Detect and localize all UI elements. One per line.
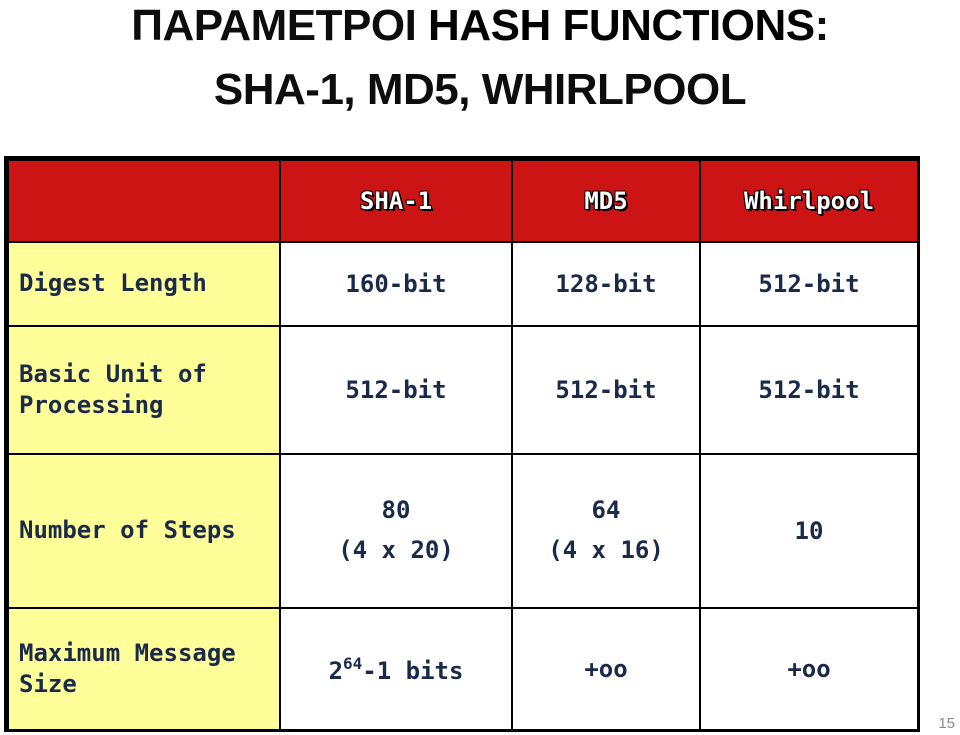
table-row	[8, 608, 918, 730]
page-number: 15	[938, 715, 955, 732]
column-header-md5: MD5	[512, 160, 700, 242]
row-label-number-of-steps: Number of Steps	[8, 454, 280, 608]
row-label-line-2: Processing	[19, 391, 164, 419]
cell-md5-steps	[512, 454, 700, 608]
table-row	[8, 326, 918, 454]
hash-parameters-table	[7, 159, 919, 731]
steps-value: 80	[381, 496, 411, 525]
title-highlight: HASH FUNCTIONS	[428, 1, 815, 50]
title-suffix: :	[814, 1, 829, 50]
table-row	[8, 242, 918, 326]
row-label-basic-unit	[8, 326, 280, 454]
slide-title-line-1	[0, 1, 960, 50]
cell-whirlpool-steps: 10	[700, 454, 918, 608]
row-label-line-2: Size	[19, 670, 77, 698]
comparison-table	[4, 156, 920, 732]
column-header-sha1: SHA-1	[280, 160, 512, 242]
cell-sha1-unit: 512-bit	[280, 326, 512, 454]
power-base: 2	[328, 656, 344, 685]
cell-sha1-max-size	[280, 608, 512, 730]
row-label-max-message-size	[8, 608, 280, 730]
corner-cell	[8, 160, 280, 242]
cell-sha1-digest: 160-bit	[280, 242, 512, 326]
cell-md5-digest: 128-bit	[512, 242, 700, 326]
cell-whirlpool-digest: 512-bit	[700, 242, 918, 326]
column-header-whirlpool: Whirlpool	[700, 160, 918, 242]
power-exponent: 64	[343, 653, 363, 673]
cell-whirlpool-unit: 512-bit	[700, 326, 918, 454]
steps-breakdown: (4 x 16)	[548, 536, 664, 564]
steps-value: 64	[591, 496, 621, 525]
row-label-line-1: Maximum Message	[19, 638, 236, 667]
slide-title-line-2: SHA-1, MD5, WHIRLPOOL	[213, 65, 747, 114]
cell-sha1-steps	[280, 454, 512, 608]
power-rest: -1 bits	[362, 656, 464, 685]
table-header-row	[8, 160, 918, 242]
cell-md5-max-size: +oo	[512, 608, 700, 730]
row-label-digest-length: Digest Length	[8, 242, 280, 326]
title-prefix: ΠΑΡΑΜΕΤΡΟΙ	[131, 1, 429, 50]
table-row	[8, 454, 918, 608]
row-label-line-1: Basic Unit of	[19, 359, 207, 388]
cell-whirlpool-max-size: +oo	[700, 608, 918, 730]
steps-breakdown: (4 x 20)	[338, 536, 454, 564]
cell-md5-unit: 512-bit	[512, 326, 700, 454]
